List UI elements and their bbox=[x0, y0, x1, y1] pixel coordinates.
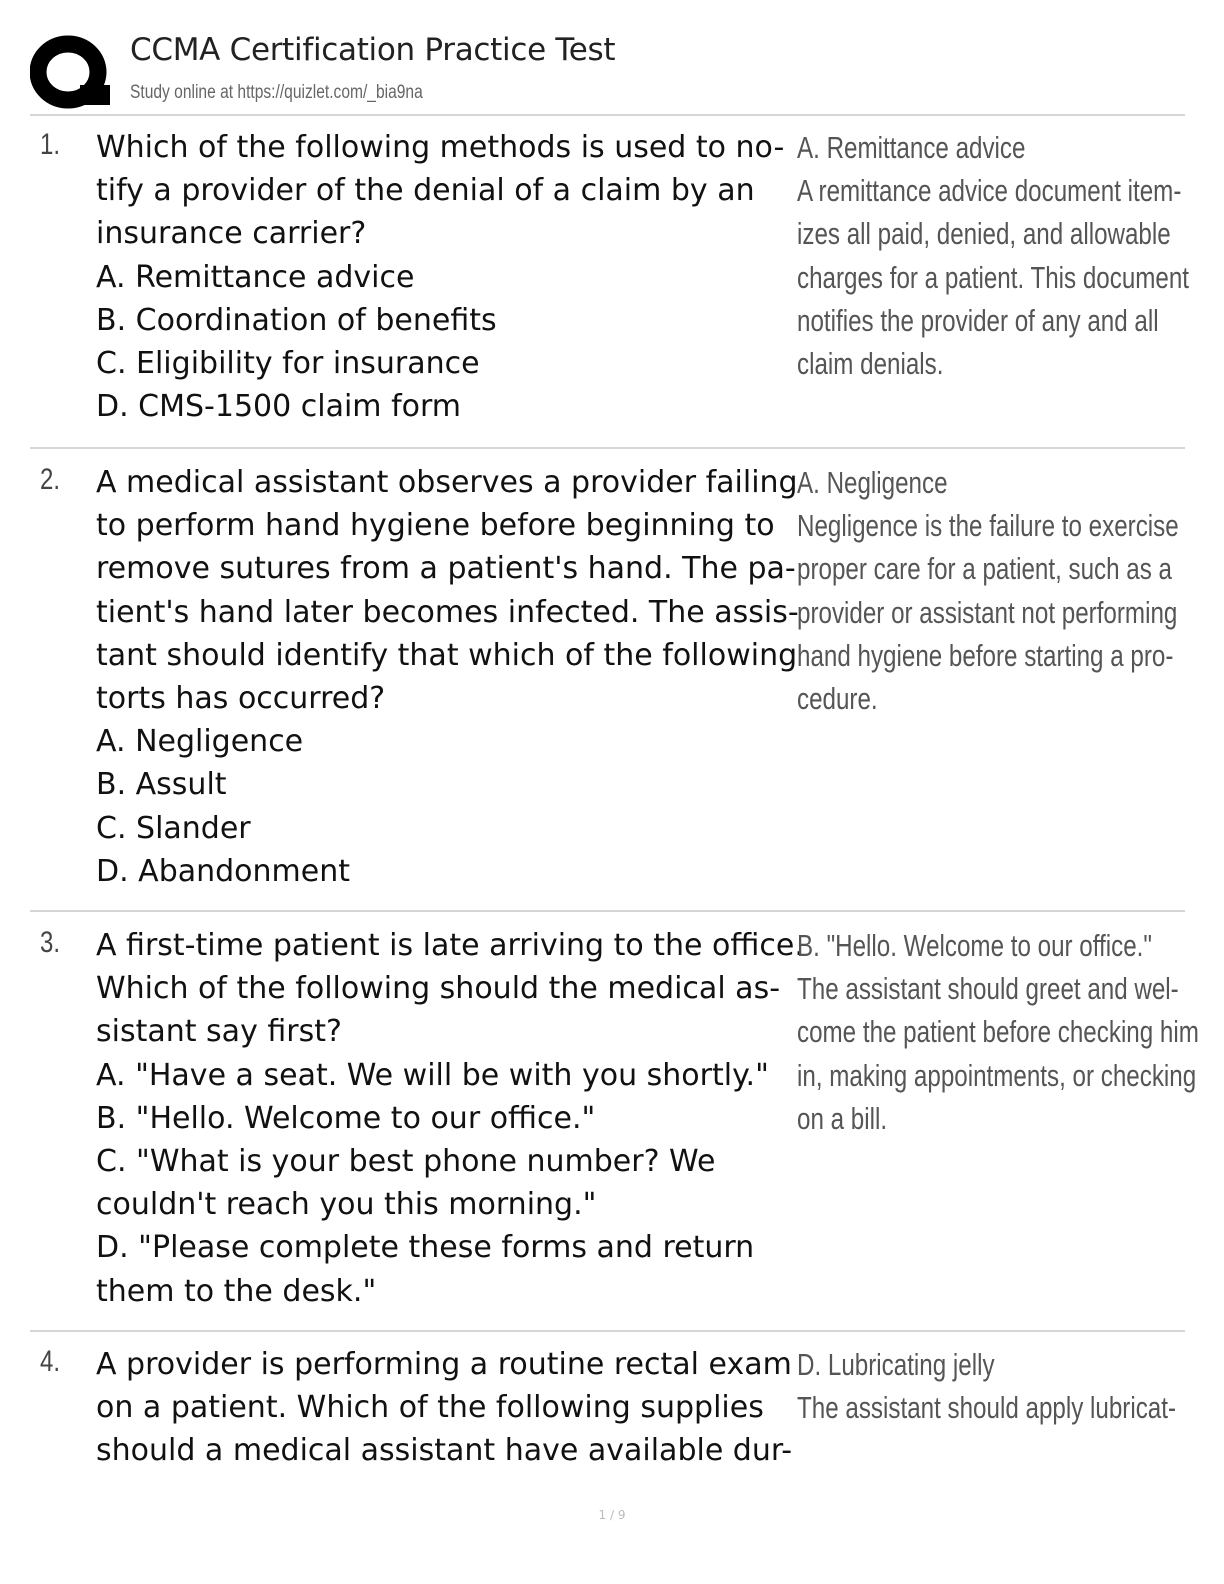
page-number: 1 / 9 bbox=[598, 1508, 626, 1522]
question-line: Which of the following methods is used to no- bbox=[96, 130, 785, 165]
card-number: 1. bbox=[40, 128, 61, 161]
question-line: sistant say first? bbox=[96, 1014, 342, 1050]
answer-explanation-line: claim denials. bbox=[797, 346, 944, 382]
answer-choice: D. Lubricating jelly bbox=[797, 1347, 995, 1382]
card-number: 3. bbox=[40, 926, 61, 959]
card-divider bbox=[30, 447, 1185, 449]
question-line: insurance carrier? bbox=[96, 216, 367, 252]
option-d: D. "Please complete these forms and return bbox=[96, 1230, 755, 1266]
option-c: C. Slander bbox=[96, 810, 251, 846]
option-a: A. "Have a seat. We will be with you shortly." bbox=[96, 1057, 769, 1093]
option-c: C. Eligibility for insurance bbox=[96, 346, 480, 382]
answer-explanation-line: The assistant should apply lubricat- bbox=[797, 1390, 1177, 1426]
question-line: A medical assistant observes a provider failing bbox=[96, 465, 798, 500]
question-text bbox=[96, 461, 799, 893]
card-divider bbox=[30, 1330, 1185, 1332]
question-line: tify a provider of the denial of a claim by an bbox=[96, 173, 755, 209]
quizlet-logo-icon bbox=[30, 35, 110, 115]
answer-explanation-line: The assistant should greet and wel- bbox=[797, 971, 1179, 1007]
question-line: should a medical assistant have available dur- bbox=[96, 1433, 793, 1469]
question-line: Which of the following should the medical as- bbox=[96, 971, 781, 1007]
option-a: A. Remittance advice bbox=[96, 259, 415, 295]
question-text bbox=[96, 924, 804, 1313]
option-b: B. Coordination of benefits bbox=[96, 302, 497, 338]
answer-text bbox=[797, 461, 1179, 720]
question-line: to perform hand hygiene before beginning to bbox=[96, 508, 775, 544]
answer-choice: A. Remittance advice bbox=[797, 130, 1026, 165]
question-line: A provider is performing a routine rectal exam bbox=[96, 1347, 792, 1382]
question-line: tant should identify that which of the following bbox=[96, 637, 798, 673]
answer-choice: A. Negligence bbox=[797, 465, 948, 500]
question-line: remove sutures from a patient's hand. The pa- bbox=[96, 551, 796, 587]
page-header bbox=[30, 30, 1185, 114]
answer-explanation-line: notifies the provider of any and all bbox=[797, 302, 1159, 338]
card-number: 4. bbox=[40, 1345, 61, 1378]
card-divider bbox=[30, 910, 1185, 912]
question-line: on a patient. Which of the following supplies bbox=[96, 1390, 764, 1426]
answer-explanation-line: come the patient before checking him bbox=[797, 1014, 1199, 1050]
option-b: B. "Hello. Welcome to our office." bbox=[96, 1100, 596, 1136]
answer-explanation-line: on a bill. bbox=[797, 1100, 888, 1136]
option-c: C. "What is your best phone number? We bbox=[96, 1144, 716, 1180]
question-line: torts has occurred? bbox=[96, 681, 386, 717]
question-text bbox=[96, 1343, 796, 1473]
question-line: tient's hand later becomes infected. The assis- bbox=[96, 594, 799, 630]
option-d: D. Abandonment bbox=[96, 853, 351, 889]
answer-explanation-line: izes all paid, denied, and allowable bbox=[797, 216, 1171, 252]
answer-choice: B. "Hello. Welcome to our office." bbox=[797, 928, 1152, 963]
answer-explanation-line: cedure. bbox=[797, 681, 878, 717]
option-a: A. Negligence bbox=[96, 724, 304, 760]
option-d-continued: them to the desk." bbox=[96, 1273, 377, 1309]
answer-explanation-line: Negligence is the failure to exercise bbox=[797, 508, 1179, 544]
option-c-continued: couldn't reach you this morning." bbox=[96, 1187, 597, 1223]
option-b: B. Assult bbox=[96, 767, 227, 803]
option-d: D. CMS-1500 claim form bbox=[96, 389, 462, 425]
card-number: 2. bbox=[40, 463, 61, 496]
answer-explanation-line: provider or assistant not performing bbox=[797, 594, 1178, 630]
page-title: CCMA Certification Practice Test bbox=[130, 32, 616, 68]
answer-text bbox=[797, 126, 1190, 385]
answer-explanation-line: in, making appointments, or checking bbox=[797, 1057, 1197, 1093]
study-online-link[interactable]: Study online at https://quizlet.com/_bia9na bbox=[130, 82, 423, 103]
answer-explanation-line: charges for a patient. This document bbox=[797, 259, 1190, 295]
question-line: A first-time patient is late arriving to the office. bbox=[96, 928, 804, 963]
header-divider bbox=[30, 114, 1185, 116]
answer-explanation-line: proper care for a patient, such as a bbox=[797, 551, 1173, 587]
answer-text bbox=[797, 1343, 1177, 1429]
answer-explanation-line: A remittance advice document item- bbox=[797, 173, 1182, 209]
answer-text bbox=[797, 924, 1199, 1140]
question-text bbox=[96, 126, 796, 428]
answer-explanation-line: hand hygiene before starting a pro- bbox=[797, 637, 1174, 673]
